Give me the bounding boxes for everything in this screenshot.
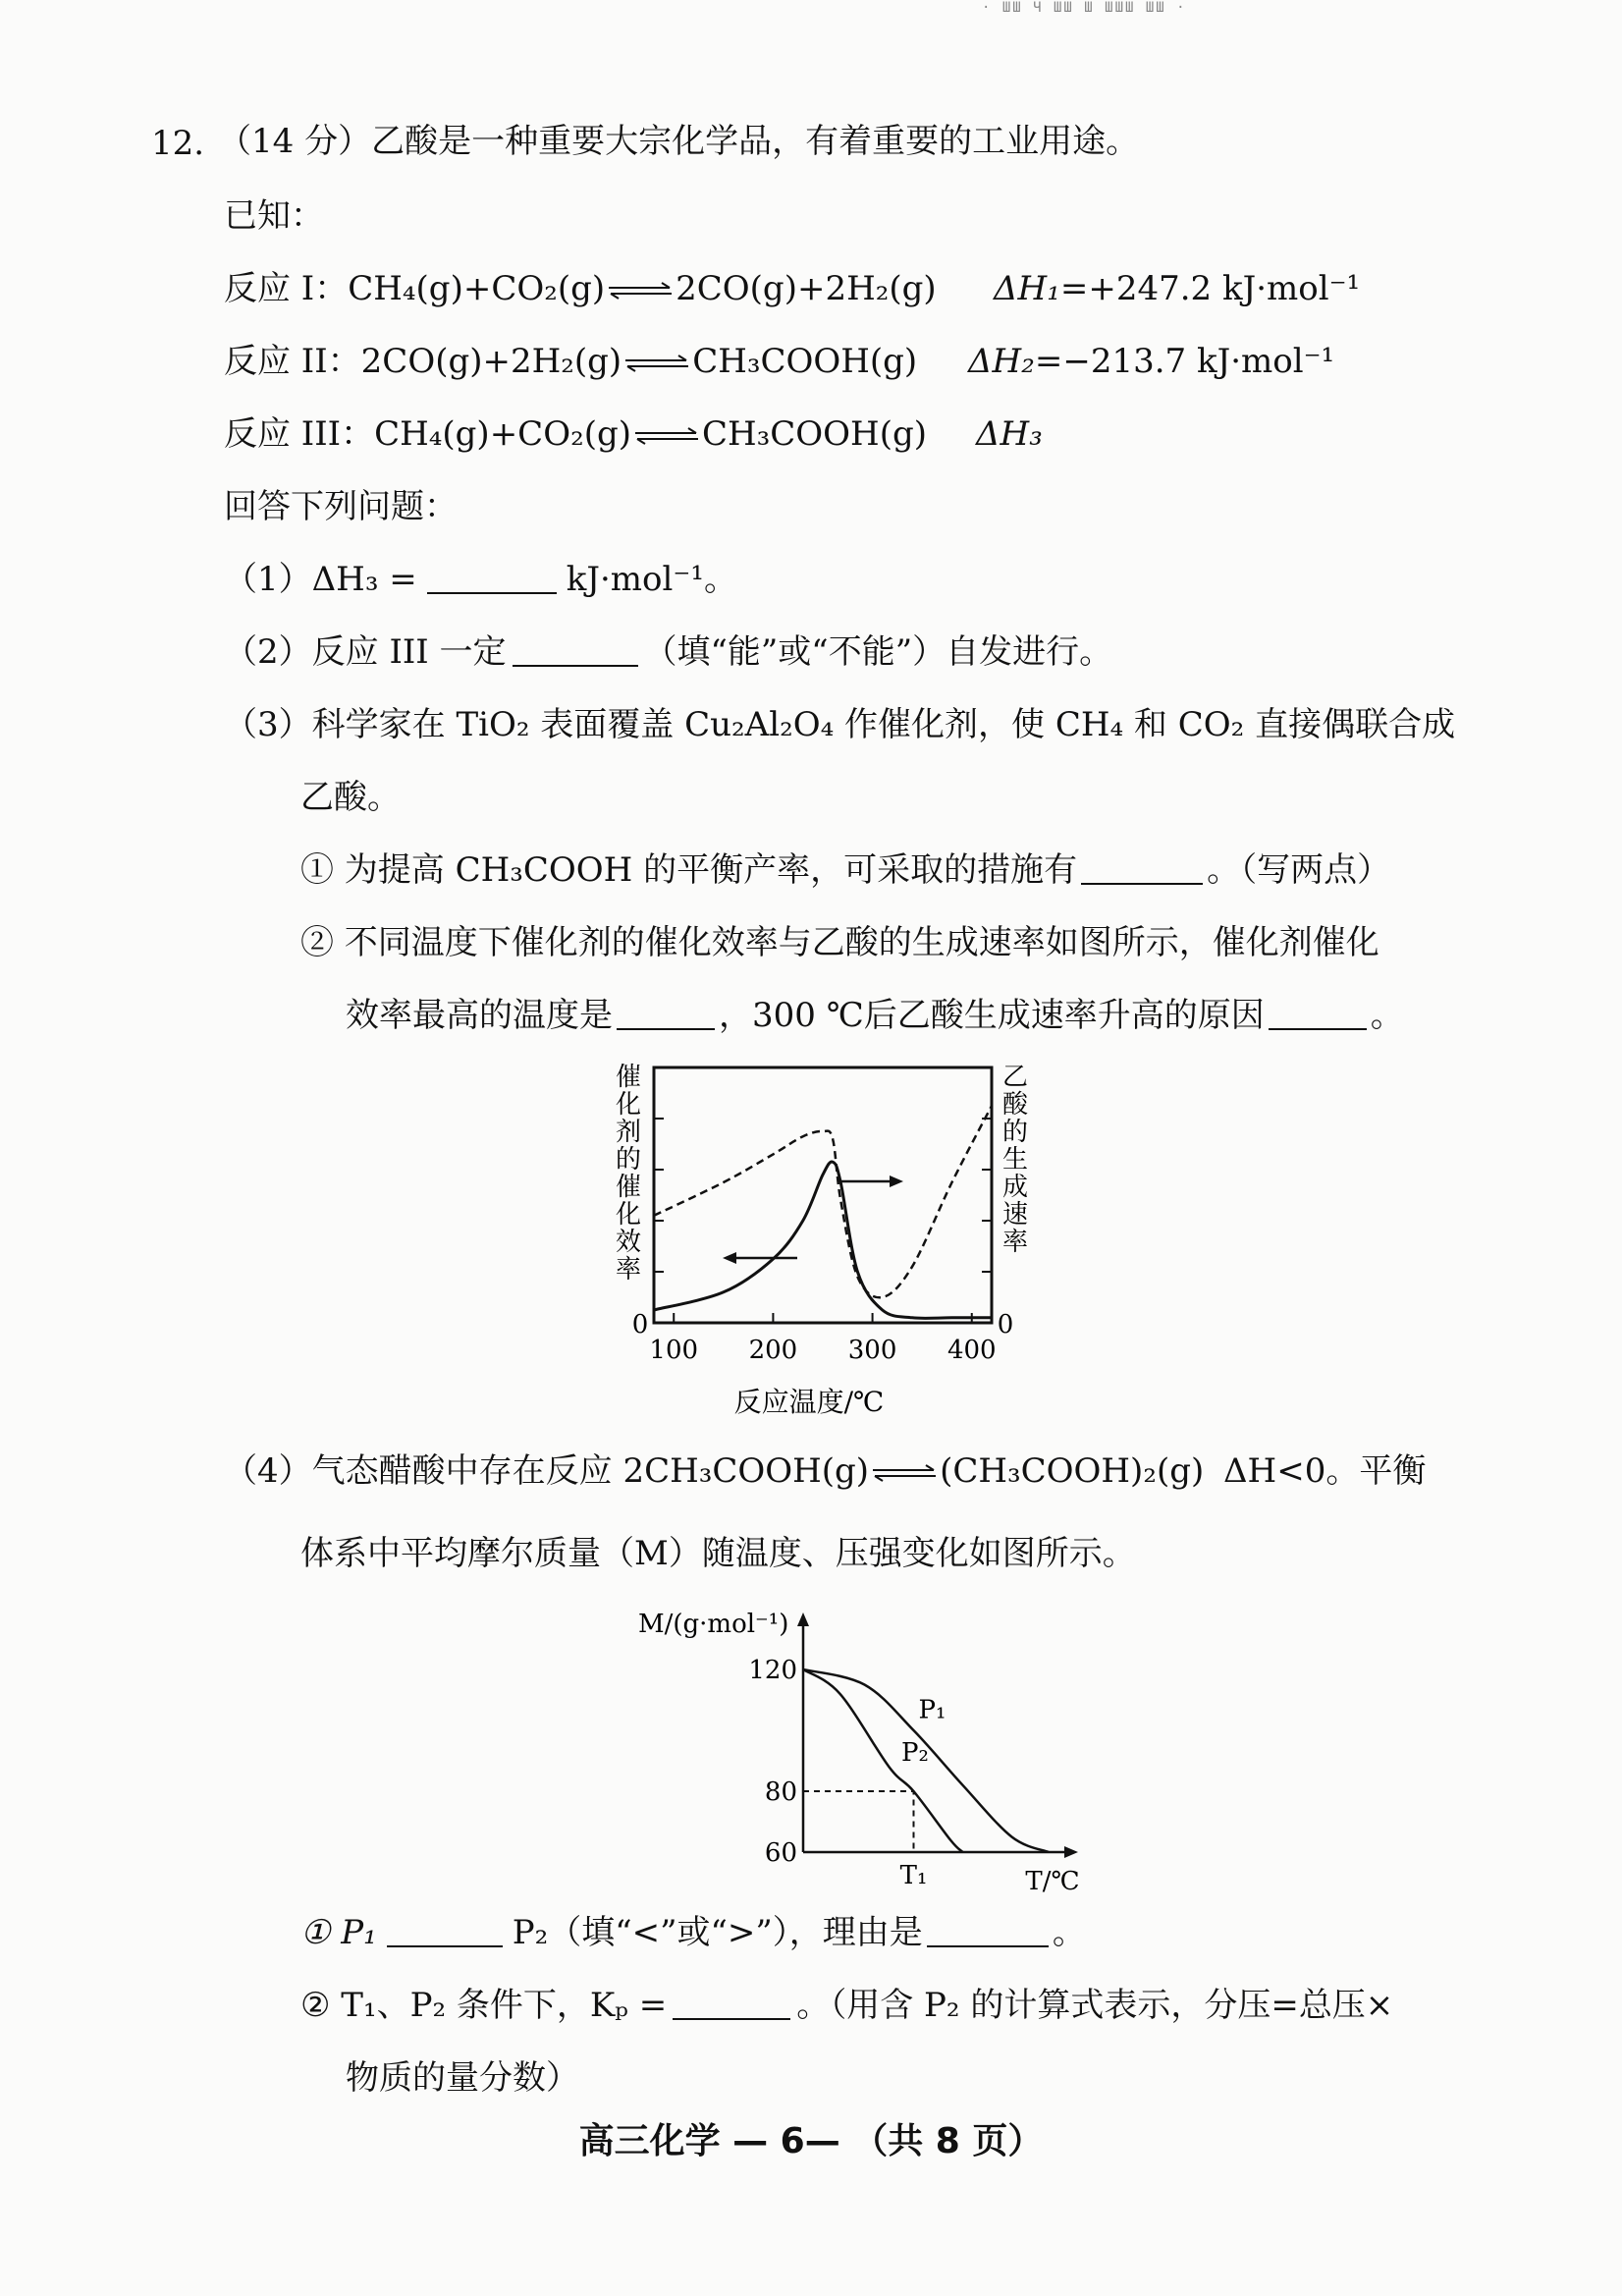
q3-2-middle: ，300 ℃后乙酸生成速率升高的原因 xyxy=(719,996,1265,1035)
reaction-3-dh xyxy=(976,412,1043,456)
axis-label-char: 效 xyxy=(615,1228,642,1257)
chart2-t1-label: T₁ xyxy=(899,1861,928,1890)
subquestion-4-line2: 体系中平均摩尔质量（M）随温度、压强变化如图所示。 xyxy=(300,1534,1136,1573)
axis-label-char: 催 xyxy=(615,1063,642,1092)
reaction-2-dh xyxy=(968,340,1334,383)
subquestion-3-line2: 乙酸。 xyxy=(300,778,401,817)
q4-line1-dh: ΔH<0。平衡 xyxy=(1223,1451,1427,1491)
axis-label-char: 的 xyxy=(615,1145,642,1175)
right-arrow-icon xyxy=(840,1175,903,1187)
q4-line1-product: (CH₃COOH)₂(g) xyxy=(940,1451,1205,1491)
subquestion-4-line1 xyxy=(224,1449,1204,1493)
chart2-x-axis-arrow-icon xyxy=(1064,1846,1078,1858)
q4-2-kp-blank[interactable] xyxy=(673,1989,790,2020)
chart1-x-axis-label: 反应温度/℃ xyxy=(733,1386,885,1418)
q3-1-suffix: 。（写两点） xyxy=(1207,850,1391,890)
axis-label-char: 催 xyxy=(615,1173,642,1202)
curve-p2-label: P₂ xyxy=(901,1738,929,1768)
chart1-x-ticks xyxy=(654,1119,992,1323)
chart1-x-tick-label: 200 xyxy=(748,1336,798,1365)
axis-label-char: 成 xyxy=(1001,1173,1029,1202)
catalyst-efficiency-line xyxy=(654,1162,992,1318)
subquestion-4-2 xyxy=(300,1984,1393,2027)
reaction-2-rhs: CH₃COOH(g) xyxy=(692,342,918,381)
chart1-x-tick-label: 400 xyxy=(946,1336,997,1365)
subquestion-4-2-line2: 物质的量分数） xyxy=(346,2058,579,2098)
axis-label-char: 乙 xyxy=(1001,1063,1029,1092)
equilibrium-arrow-icon xyxy=(607,281,674,301)
acetic-acid-rate-line xyxy=(654,1106,992,1297)
q4-1-middle: P₂（填“<”或“>”），理由是 xyxy=(512,1913,923,1952)
reaction-2-lhs: 2CO(g)+2H₂(g) xyxy=(360,342,622,381)
subquestion-1 xyxy=(224,558,737,601)
chart1-right-ylabel xyxy=(1002,1063,1029,1257)
known-label: 已知： xyxy=(224,196,324,236)
scan-header-marks: · ШШ Ч ШШ Ш ШШШ ШШ · xyxy=(982,0,1187,14)
axis-label-char: 化 xyxy=(615,1200,642,1230)
equilibrium-arrow-icon xyxy=(633,426,700,446)
q3-2-prefix: 效率最高的温度是 xyxy=(346,996,613,1035)
subquestion-4-1 xyxy=(300,1911,1086,1954)
axis-label-char: 的 xyxy=(1001,1118,1029,1147)
chart1-y-tick-right: 0 xyxy=(997,1310,1014,1339)
q1-suffix: kJ·mol⁻¹。 xyxy=(566,560,737,599)
molar-mass-chart xyxy=(628,1601,1100,1895)
q4-1-compare-blank[interactable] xyxy=(387,1916,503,1947)
chart1-left-ylabel xyxy=(616,1063,641,1285)
page-footer: 高三化学 — 6— （共 8 页） xyxy=(578,2121,1044,2161)
question-number: 12. xyxy=(151,124,205,163)
chart1-x-tick-label: 100 xyxy=(649,1336,699,1365)
reaction-1 xyxy=(224,267,937,310)
dh3-symbol: ΔH₃ xyxy=(976,414,1043,454)
chart2-y-tick-label: 80 xyxy=(764,1777,797,1807)
answer-prompt: 回答下列问题： xyxy=(224,487,458,526)
equilibrium-arrow-icon xyxy=(871,1463,938,1483)
reaction-2 xyxy=(224,340,917,383)
subquestion-3-line1: （3）科学家在 TiO₂ 表面覆盖 Cu₂Al₂O₄ 作催化剂，使 CH₄ 和 CO₂ 直接偶联合成 xyxy=(224,705,1456,744)
t1-dashed-guide xyxy=(803,1791,914,1852)
equilibrium-arrow-icon xyxy=(623,354,690,373)
question-intro: （14 分）乙酸是一种重要大宗化学品，有着重要的工业用途。 xyxy=(218,122,1140,161)
q4-line1-prefix: （4）气态醋酸中存在反应 2CH₃COOH(g) xyxy=(224,1451,870,1491)
q2-prefix: （2）反应 III 一定 xyxy=(224,632,507,672)
axis-label-char: 速 xyxy=(1001,1200,1029,1230)
q4-2-prefix: ② T₁、P₂ 条件下，Kₚ = xyxy=(300,1986,668,2025)
dh1-symbol: ΔH₁ xyxy=(994,269,1060,308)
q3-1-prefix: ① 为提高 CH₃COOH 的平衡产率，可采取的措施有 xyxy=(300,850,1078,890)
dh2-value: =−213.7 kJ·mol⁻¹ xyxy=(1034,342,1335,381)
subquestion-3-2-line2 xyxy=(346,994,1404,1037)
q3-2-reason-blank[interactable] xyxy=(1269,999,1367,1030)
subquestion-3-1 xyxy=(300,848,1390,892)
reaction-3 xyxy=(224,412,927,456)
reaction-3-rhs: CH₃COOH(g) xyxy=(702,414,928,454)
reaction-1-rhs: 2CO(g)+2H₂(g) xyxy=(676,269,937,308)
axis-label-char: 生 xyxy=(1001,1145,1029,1175)
q3-1-answer-blank[interactable] xyxy=(1081,853,1203,885)
reaction-2-label: 反应 II： xyxy=(224,342,361,381)
chart2-y-axis-label: M/(g·mol⁻¹) xyxy=(638,1610,789,1639)
axis-label-char: 化 xyxy=(615,1090,642,1120)
axis-label-char: 率 xyxy=(615,1255,642,1285)
axis-label-char: 剂 xyxy=(615,1118,642,1147)
q2-answer-blank[interactable] xyxy=(513,635,638,667)
chart1-y-tick-left: 0 xyxy=(631,1310,649,1339)
chart2-y-ticks xyxy=(748,1656,797,1868)
dh2-symbol: ΔH₂ xyxy=(968,342,1035,381)
curve-p1-label: P₁ xyxy=(918,1695,946,1725)
chart1-x-tick-label: 300 xyxy=(847,1336,897,1365)
reaction-3-label: 反应 III： xyxy=(224,414,375,454)
q4-1-suffix: 。 xyxy=(1052,1913,1086,1952)
chart1-x-tick-labels xyxy=(649,1336,996,1365)
q4-1-p1: ① P₁ xyxy=(300,1913,377,1952)
reaction-3-lhs: CH₄(g)+CO₂(g) xyxy=(374,414,631,454)
axis-label-char: 酸 xyxy=(1001,1090,1029,1120)
chart2-x-axis-label: T/℃ xyxy=(1025,1867,1080,1895)
q4-1-reason-blank[interactable] xyxy=(927,1916,1049,1947)
axis-label-char: 率 xyxy=(1001,1228,1029,1257)
q1-answer-blank[interactable] xyxy=(427,563,557,594)
q2-suffix: （填“能”或“不能”）自发进行。 xyxy=(643,632,1113,672)
q3-2-suffix: 。 xyxy=(1370,996,1404,1035)
reaction-1-dh xyxy=(994,267,1360,310)
chart2-y-tick-label: 120 xyxy=(748,1656,797,1685)
dh1-value: =+247.2 kJ·mol⁻¹ xyxy=(1059,269,1361,308)
q3-2-temp-blank[interactable] xyxy=(617,999,715,1030)
reaction-1-lhs: CH₄(g)+CO₂(g) xyxy=(348,269,606,308)
subquestion-3-2-line1: ② 不同温度下催化剂的催化效率与乙酸的生成速率如图所示，催化剂催化 xyxy=(300,923,1379,962)
reaction-1-label: 反应 I： xyxy=(224,269,349,308)
catalyst-efficiency-chart xyxy=(589,1056,1041,1429)
subquestion-2 xyxy=(224,630,1112,674)
left-arrow-icon xyxy=(723,1252,797,1264)
chart1-plot-frame xyxy=(654,1067,992,1323)
q1-prefix: （1）ΔH₃ = xyxy=(224,560,417,599)
q4-2-middle: 。（用含 P₂ 的计算式表示，分压=总压× xyxy=(796,1986,1394,2025)
chart2-y-tick-label: 60 xyxy=(764,1838,797,1868)
chart2-y-axis-arrow-icon xyxy=(797,1613,809,1626)
